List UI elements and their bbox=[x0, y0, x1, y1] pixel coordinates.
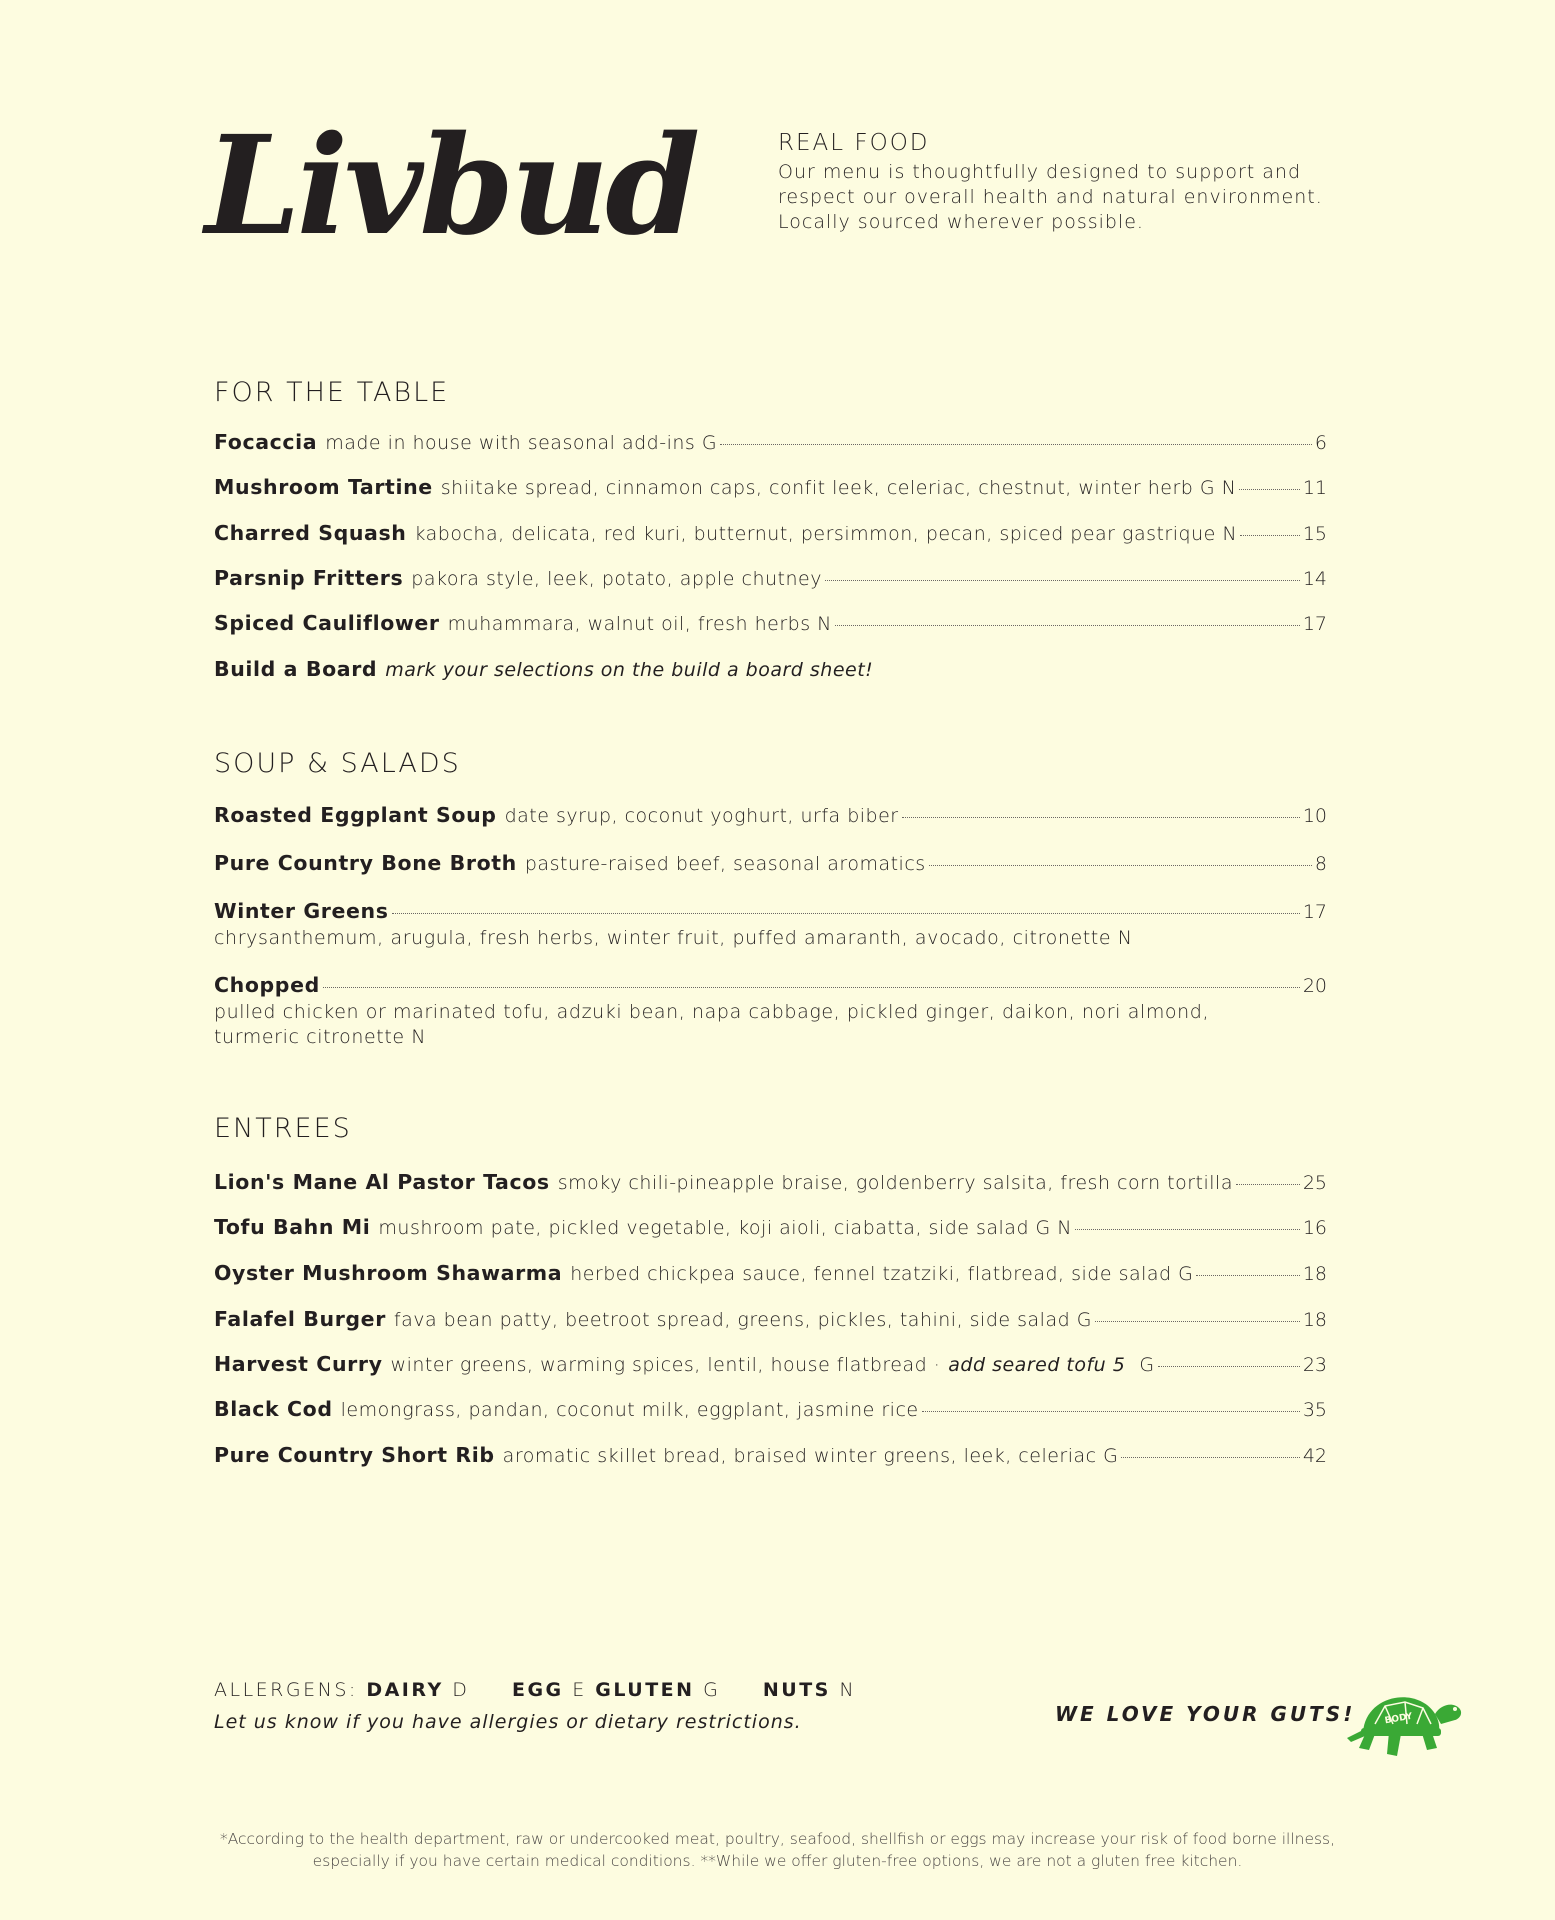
item-description: mark your selections on the build a board sheet! bbox=[385, 659, 874, 681]
dot-leader bbox=[1236, 1184, 1300, 1185]
dot-leader bbox=[1095, 1321, 1300, 1322]
allergen-legend bbox=[214, 1679, 856, 1701]
item-price: 17 bbox=[1302, 613, 1327, 635]
dot-leader bbox=[1196, 1275, 1299, 1276]
item-description: pasture-raised beef, seasonal aromatics bbox=[524, 853, 926, 875]
item-name: Tofu Bahn Mi bbox=[214, 1215, 371, 1239]
item-price: 10 bbox=[1302, 805, 1327, 827]
menu-item bbox=[214, 611, 1327, 635]
item-name: Spiced Cauliflower bbox=[214, 611, 440, 635]
dot-leader bbox=[825, 580, 1300, 581]
item-price: 23 bbox=[1302, 1354, 1327, 1376]
menu-item bbox=[214, 851, 1327, 875]
health-disclaimer bbox=[150, 1828, 1405, 1872]
item-description: shiitake spread, cinnamon caps, confit leek, celeriac, chestnut, winter herb G N bbox=[440, 477, 1237, 499]
menu-item bbox=[214, 1261, 1327, 1285]
item-description: pakora style, leek, potato, apple chutney bbox=[411, 568, 822, 590]
dot-leader bbox=[1239, 489, 1299, 490]
allergen-label: ALLERGENS: bbox=[214, 1679, 358, 1701]
item-name: Lion's Mane Al Pastor Tacos bbox=[214, 1170, 550, 1194]
section-title-entrees: ENTREES bbox=[214, 1113, 352, 1144]
allergen-gluten: GLUTEN bbox=[595, 1679, 695, 1701]
dot-leader bbox=[323, 987, 1300, 988]
item-name: Mushroom Tartine bbox=[214, 475, 433, 499]
intro-title: REAL FOOD bbox=[778, 130, 930, 156]
menu-item bbox=[214, 973, 1327, 997]
item-name: Winter Greens bbox=[214, 899, 389, 923]
section-title-for-the-table: FOR THE TABLE bbox=[214, 377, 450, 408]
item-description: herbed chickpea sauce, fennel tzatziki, flatbread, side salad G bbox=[570, 1263, 1194, 1285]
turtle-icon bbox=[1345, 1684, 1465, 1764]
dot-leader bbox=[1158, 1366, 1300, 1367]
item-price: 42 bbox=[1302, 1445, 1327, 1467]
dot-leader bbox=[1121, 1457, 1299, 1458]
item-price: 20 bbox=[1302, 975, 1327, 997]
livbud-logo: Livbud bbox=[205, 106, 697, 266]
item-description: pulled chicken or marinated tofu, adzuki bean, napa cabbage, pickled ginger, daikon, nori almond, turmeric citronette N bbox=[214, 1001, 1210, 1048]
turtle-shell-text: BODY bbox=[1384, 1711, 1414, 1727]
item-description: made in house with seasonal add-ins G bbox=[325, 432, 718, 454]
item-name: Falafel Burger bbox=[214, 1307, 386, 1331]
intro-block bbox=[778, 130, 1358, 235]
allergen-nuts-code: N bbox=[839, 1679, 857, 1701]
item-name: Build a Board bbox=[214, 657, 378, 681]
dot-leader bbox=[835, 625, 1300, 626]
menu-item bbox=[214, 1397, 1327, 1421]
item-price: 16 bbox=[1302, 1217, 1327, 1239]
dot-leader bbox=[929, 865, 1312, 866]
slogan: WE LOVE YOUR GUTS! bbox=[1055, 1702, 1356, 1726]
item-description: kabocha, delicata, red kuri, butternut, persimmon, pecan, spiced pear gastrique N bbox=[414, 523, 1238, 545]
menu-item bbox=[214, 430, 1327, 454]
dot-leader bbox=[1075, 1229, 1300, 1230]
allergy-note: Let us know if you have allergies or dietary restrictions. bbox=[214, 1711, 802, 1733]
menu-item bbox=[214, 1307, 1327, 1331]
item-price: 14 bbox=[1302, 568, 1327, 590]
dot-leader bbox=[392, 913, 1300, 914]
item-price: 6 bbox=[1314, 432, 1327, 454]
item-price: 35 bbox=[1302, 1399, 1327, 1421]
item-description: muhammara, walnut oil, fresh herbs N bbox=[447, 613, 832, 635]
item-description: date syrup, coconut yoghurt, urfa biber bbox=[504, 805, 899, 827]
disclaimer-line-1: *According to the health department, raw or undercooked meat, poultry, seafood, shellfish or eggs may increase your risk of food borne illness, bbox=[219, 1830, 1336, 1848]
item-addon: add seared tofu 5 bbox=[948, 1354, 1126, 1376]
allergen-egg-code: E bbox=[572, 1679, 587, 1701]
item-name: Focaccia bbox=[214, 430, 318, 454]
item-description: aromatic skillet bread, braised winter greens, leek, celeriac G bbox=[502, 1445, 1119, 1467]
dot-leader bbox=[720, 444, 1312, 445]
item-price: 25 bbox=[1302, 1172, 1327, 1194]
item-name: Black Cod bbox=[214, 1397, 333, 1421]
item-description: smoky chili-pineapple braise, goldenberry salsita, fresh corn tortilla bbox=[557, 1172, 1233, 1194]
item-price: 17 bbox=[1302, 901, 1327, 923]
allergen-egg: EGG bbox=[511, 1679, 564, 1701]
item-name: Chopped bbox=[214, 973, 320, 997]
item-description: chrysanthemum, arugula, fresh herbs, winter fruit, puffed amaranth, avocado, citronette N bbox=[214, 927, 1133, 949]
allergen-dairy-code: D bbox=[452, 1679, 470, 1701]
item-price: 18 bbox=[1302, 1263, 1327, 1285]
menu-item bbox=[214, 1443, 1327, 1467]
item-allergen: G bbox=[1139, 1354, 1155, 1376]
item-description: fava bean patty, beetroot spread, greens, pickles, tahini, side salad G bbox=[393, 1309, 1092, 1331]
menu-item bbox=[214, 475, 1327, 499]
item-description: lemongrass, pandan, coconut milk, eggplant, jasmine rice bbox=[340, 1399, 919, 1421]
menu-item bbox=[214, 521, 1327, 545]
item-price: 11 bbox=[1302, 477, 1327, 499]
intro-text: Our menu is thoughtfully designed to support and respect our overall health and natural environment. Locally sourced wherever possible. bbox=[778, 161, 1323, 233]
item-name: Harvest Curry bbox=[214, 1352, 383, 1376]
menu-item bbox=[214, 1215, 1327, 1239]
disclaimer-line-2: especially if you have certain medical conditions. **While we offer gluten-free options, we are not a gluten free kitchen. bbox=[312, 1852, 1243, 1870]
item-price: 8 bbox=[1314, 853, 1327, 875]
menu-item bbox=[214, 899, 1327, 923]
item-name: Pure Country Bone Broth bbox=[214, 851, 517, 875]
item-name: Pure Country Short Rib bbox=[214, 1443, 495, 1467]
item-price: 15 bbox=[1302, 523, 1327, 545]
allergen-nuts: NUTS bbox=[762, 1679, 831, 1701]
item-description: winter greens, warming spices, lentil, house flatbread · bbox=[390, 1354, 941, 1376]
item-price: 18 bbox=[1302, 1309, 1327, 1331]
item-name: Oyster Mushroom Shawarma bbox=[214, 1261, 563, 1285]
menu-item bbox=[214, 1170, 1327, 1194]
item-description: mushroom pate, pickled vegetable, koji aioli, ciabatta, side salad G N bbox=[378, 1217, 1073, 1239]
menu-item bbox=[214, 803, 1327, 827]
item-name: Charred Squash bbox=[214, 521, 407, 545]
menu-item bbox=[214, 566, 1327, 590]
item-name: Roasted Eggplant Soup bbox=[214, 803, 497, 827]
dot-leader bbox=[1240, 535, 1300, 536]
dot-leader bbox=[922, 1411, 1300, 1412]
menu-item bbox=[214, 657, 1327, 681]
item-name: Parsnip Fritters bbox=[214, 566, 404, 590]
menu-item bbox=[214, 1352, 1327, 1376]
allergen-gluten-code: G bbox=[703, 1679, 721, 1701]
dot-leader bbox=[902, 817, 1300, 818]
section-title-soup-and-salads: SOUP & SALADS bbox=[214, 748, 461, 779]
allergen-dairy: DAIRY bbox=[366, 1679, 444, 1701]
